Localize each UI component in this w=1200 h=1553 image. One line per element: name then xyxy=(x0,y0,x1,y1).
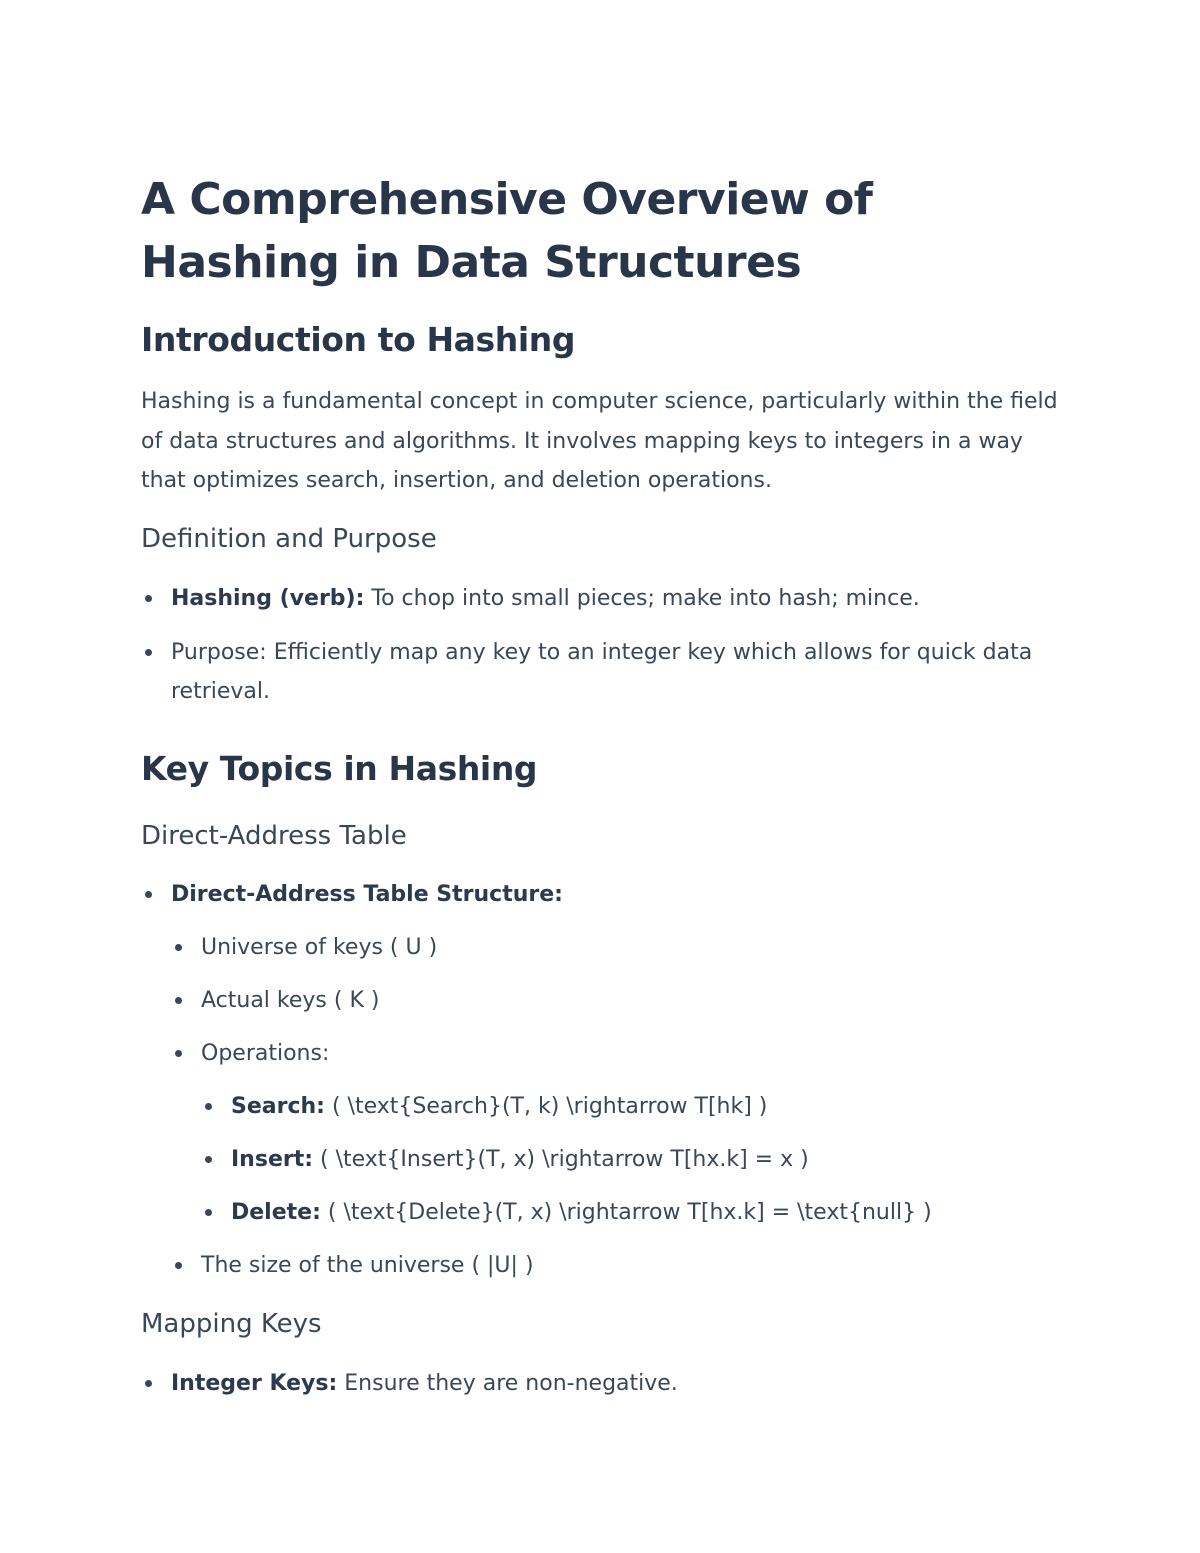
list-item-text: ( \text{Delete}(T, x) \rightarrow T[hx.k] = \text{null} ) xyxy=(320,1199,932,1225)
list-item: The size of the universe ( |U| ) xyxy=(201,1246,1061,1285)
list-item xyxy=(201,1034,1061,1232)
document-page xyxy=(141,168,1061,1403)
operation-item-search xyxy=(231,1087,1061,1126)
list-item-text: Purpose: Efficiently map any key to an integer key which allows for quick data retrieval. xyxy=(171,639,1033,704)
list-item: Universe of keys ( U ) xyxy=(201,928,1061,967)
list-item-label: Delete: xyxy=(231,1199,321,1225)
list-item-label: Insert: xyxy=(231,1146,314,1172)
operations-list xyxy=(201,1087,1061,1232)
list-item-text: Ensure they are non-negative. xyxy=(337,1370,678,1396)
list-item-text: Operations: xyxy=(201,1040,330,1066)
list-item-text: To chop into small pieces; make into hash; mince. xyxy=(364,585,920,611)
list-item-text: ( \text{Search}(T, k) \rightarrow T[hk] ) xyxy=(324,1093,768,1119)
list-item xyxy=(171,633,1061,711)
direct-address-list xyxy=(141,875,1061,1285)
operation-item-insert xyxy=(231,1140,1061,1179)
subsection-heading-mapping-keys: Mapping Keys xyxy=(141,1308,322,1339)
list-item-text: ( \text{Insert}(T, x) \rightarrow T[hx.k] = x ) xyxy=(313,1146,809,1172)
document-title: A Comprehensive Overview of Hashing in Data Structures xyxy=(141,174,873,288)
list-item: Actual keys ( K ) xyxy=(201,981,1061,1020)
list-item-label: Search: xyxy=(231,1093,325,1119)
list-item-label: Hashing (verb): xyxy=(171,585,365,611)
nested-list xyxy=(171,928,1061,1285)
mapping-keys-list xyxy=(141,1364,1061,1403)
operation-item-delete xyxy=(231,1193,1061,1232)
list-item-label: Direct-Address Table Structure: xyxy=(171,881,563,907)
definition-list xyxy=(141,579,1061,711)
list-item-label: Integer Keys: xyxy=(171,1370,338,1396)
list-item xyxy=(171,875,1061,1285)
subsection-heading-direct-address: Direct-Address Table xyxy=(141,820,407,851)
section-heading-introduction: Introduction to Hashing xyxy=(141,320,576,359)
subsection-heading-definition: Definition and Purpose xyxy=(141,523,437,554)
list-item xyxy=(171,579,1061,618)
section-heading-key-topics: Key Topics in Hashing xyxy=(141,748,538,788)
list-item xyxy=(171,1364,1061,1403)
intro-paragraph: Hashing is a fundamental concept in computer science, particularly within the field of data structures and algorithms. It involves mapping keys to integers in a way that optimizes search, insertion, and deletion operations. xyxy=(141,389,1058,493)
